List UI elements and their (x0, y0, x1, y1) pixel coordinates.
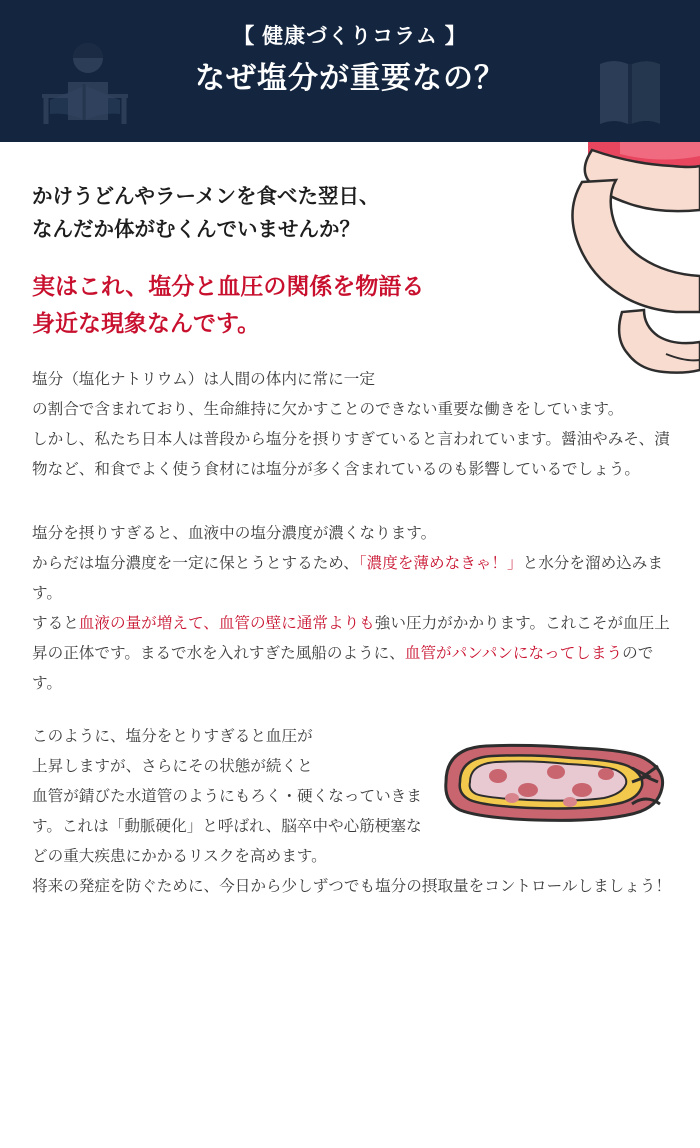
paragraph-3-line-3: 血管が錆びた水道管のようにもろく・硬くなっていきます。これは「動脈硬化」と呼ばれ、脳卒中や心筋梗塞などの重大疾患にかかるリスクを高めます。 (32, 788, 422, 866)
paragraph-1-continued: しかし、私たち日本人は普段から塩分を摂りすぎていると言われています。醤油やみそ、漬物など、和食でよく使う食材には塩分が多く含まれているのも影響しているでしょう。 (32, 430, 670, 478)
paragraph-2-line-2 (32, 549, 672, 609)
paragraph-1-rest: の割合で含まれており、生命維持に欠かすことのできない重要な働きをしています。 (32, 401, 624, 418)
paragraph-2-line-1: 塩分を摂りすぎると、血液中の塩分濃度が濃くなります。 (32, 524, 437, 542)
page-title: なぜ塩分が重要なの？ (195, 62, 505, 96)
paragraph-2-highlight-a: 「濃度を薄めなきゃ！」 (358, 554, 523, 572)
paragraph-1 (32, 365, 672, 485)
lead-paragraph (32, 180, 672, 246)
paragraph-2-text-e: のです。 (32, 644, 654, 692)
blood-vessel-character-illustration (436, 728, 672, 840)
paragraph-2-highlight-b: 血液の量が増えて、血管の壁に通常よりも (78, 614, 375, 632)
lead-highlight-line-1: 実はこれ、塩分と血圧の関係を物語る (32, 273, 425, 300)
paragraph-3-line-1: このように、塩分をとりすぎると血圧が (32, 728, 313, 746)
page-header (0, 0, 700, 142)
paragraph-2-text-b: と水分を溜め込みます。 (32, 554, 663, 602)
paragraph-2-highlight-c: 血管がパンパンになってしまう (404, 644, 623, 662)
header-kicker: 【 健康づくりコラム 】 (233, 25, 467, 48)
paragraph-3-block (32, 722, 672, 902)
lead-highlight-line-2: 身近な現象なんです。 (32, 309, 261, 336)
paragraph-2-text-d: 強い圧力がかかります。これこそが血圧上昇の正体です。まるで水を入れすぎた風船のように、 (32, 614, 670, 662)
paragraph-1-line-1: 塩分（塩化ナトリウム）は人間の体内に常に一定 (32, 371, 375, 389)
paragraph-3-line-4: 将来の発症を防ぐために、今日から少しずつでも塩分の摂取量をコントロールしましょう！ (32, 878, 672, 896)
paragraph-3-line-2: 上昇しますが、さらにその状態が続くと (32, 758, 313, 776)
lead-line-2: なんだか体がむくんでいませんか？ (32, 218, 360, 242)
paragraph-2-text-a: からだは塩分濃度を一定に保とうとするため、 (32, 554, 359, 572)
lead-line-1: かけうどんやラーメンを食べた翌日、 (32, 185, 380, 208)
paragraph-2-text-c: すると (32, 614, 79, 632)
lead-highlight (32, 268, 672, 341)
article-body (0, 142, 700, 902)
paragraph-2 (32, 519, 672, 699)
paragraph-2-line-3 (32, 609, 672, 699)
